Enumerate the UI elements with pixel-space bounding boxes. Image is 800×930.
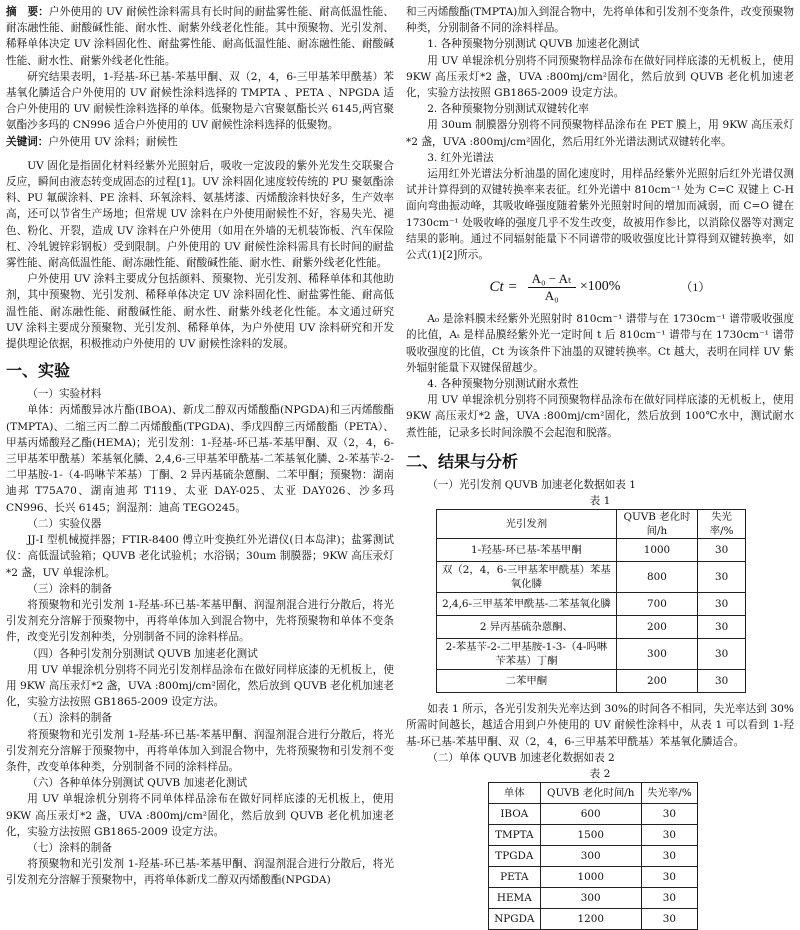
table-header-cell: 失光率/% [698, 510, 746, 539]
table-row [437, 593, 746, 616]
table-cell: HEMA [489, 888, 541, 909]
formula-numerator: A₀ − Aₜ [528, 271, 576, 288]
table-cell: 1200 [540, 909, 641, 930]
table-cell: 30 [698, 593, 746, 616]
prepolymer-quvb-text: 用 UV 单辊涂机分别将不同预聚物样品涂布在做好同样底漆的无机板上，使用 9KW 高压汞灯*2 盏，UVA :800mj/cm²固化，然后放到 QUVB 老化机加速老化，实验方法按照 GB1865-2009 设定方法。 [406, 54, 794, 100]
intro-paragraph-1: UV 固化是指固化材料经紫外光照射后，吸收一定波段的紫外光发生交联聚合反应，瞬间由液态转变成固态的过程[1]。UV 涂料固化速度较传统的 PU 聚氨酯涂料、PU 氟碳涂料、PE 涂料、环氧涂料、氨基烤漆、丙烯酸涂料快好多，生产效率高，还可以节省生产场地；但常规 UV 涂料在户外使用耐候性不好，容易失光、褪色、粉化、开裂，造成 UV 涂料在户外使用（如用在外墙的无机装饰板、汽车保险杠、冷轧镀锌彩钢板）受到限制。户外使用的 UV 耐候性涂料需具有长时间的耐盐雾性能、耐高低温性能、耐冻融性能、耐酸碱性能、耐水性、耐紫外线老化性能。 [6, 159, 394, 270]
table-row [489, 888, 698, 909]
table-cell: 2,4,6-三甲基苯甲酰基-二苯基氧化膦 [437, 593, 617, 616]
subsection-prep-2-text: 将预聚物和光引发剂 1-羟基-环已基-苯基甲酮、润湿剂混合进行分散后，将光引发剂充分溶解于预聚物中，再将单体加入到混合物中，先将预聚物和引发剂不变条件，改变单体种类，分别制备不同的涂料样品。 [6, 728, 394, 773]
formula-number: （1） [680, 280, 711, 295]
subsection-prep-2-heading: （五）涂料的制备 [27, 712, 112, 725]
ir-method-text: 运用红外光谱法分析油墨的固化速度时，用样品经紫外光照射后红外光谱仅测试并计算得到的双键转换率来表征。红外光谱中 810cm⁻¹ 处为 C=C 双键上 C-H 面向弯曲振动峰，其吸收峰强度随着紫外光照射时间的增加而减弱，而 C=O 键在 1730cm⁻¹ 处吸收峰的强度几乎不发生改变，故被用作参比，以消除仪器等对测定结果的影响。通过不同辐射能量下不同谱带的吸收强度比计算得到双键转换率，如公式(1)[2]所示。 [406, 168, 794, 262]
subsection-monomer-test-heading: （六）各种单体分别测试 QUVB 加速老化测试 [27, 777, 248, 790]
subsection-monomer-test-text: 用 UV 单辊涂机分别将不同单体样品涂布在做好同样底漆的无机板上，使用 9KW 高压汞灯*2 盏，UVA :800mj/cm²固化，然后放到 QUVB 老化机加速老化，实验方法按照 GB1865-2009 设定方法。 [6, 793, 394, 838]
subsection-prep-1-heading: （三）涂料的制备 [27, 582, 112, 595]
table-2-caption: 表 2 [589, 768, 611, 781]
table-cell: 30 [698, 562, 746, 593]
table-cell: 700 [616, 593, 697, 616]
table-cell: 双（2，4，6-三甲基苯甲酰基）苯基氧化膦 [437, 562, 617, 593]
table-cell: TPGDA [489, 846, 541, 867]
keywords-text: 户外使用 UV 涂料；耐候性 [48, 135, 178, 148]
table-cell: NPGDA [489, 909, 541, 930]
table-cell: 30 [698, 639, 746, 670]
water-boil-text: 用 UV 单辊涂机分别将不同预聚物样品涂布在做好同样底漆的无机板上，使用 9KW 高压汞灯*2 盏，UVA :800mj/cm²固化，然后放到 100℃水中，测试耐水煮性能，记录多长时间涂膜不会起泡和脱落。 [406, 394, 794, 439]
table-cell: 300 [616, 639, 697, 670]
ir-method-heading: 3. 红外光谱法 [427, 151, 494, 164]
table-2 [488, 782, 698, 930]
table-row [437, 562, 746, 593]
subsection-prep-3-text: 将预聚物和光引发剂 1-羟基-环已基-苯基甲酮、润湿剂混合进行分散后，将光引发剂充分溶解于预聚物中，再将单体新戊二醇双丙烯酸酯(NPGDA) [6, 858, 394, 887]
table-cell: 200 [616, 670, 697, 693]
prep-3-continued: 和三丙烯酸酯(TMPTA)加入到混合物中，先将单体和引发剂不变条件，改变预聚物种类，分别制备不同的涂料样品。 [406, 6, 794, 35]
table-header-cell: 光引发剂 [437, 510, 617, 539]
table-row [437, 639, 746, 670]
formula-denominator: A₀ [544, 287, 559, 303]
formula-lhs: Ct = [489, 279, 518, 296]
table-row [437, 539, 746, 562]
table-cell: 30 [641, 825, 697, 846]
table-cell: 30 [641, 804, 697, 825]
subsection-instruments-text: JJ-I 型机械搅拌器；FTIR-8400 傅立叶变换红外光谱仪(日本岛津)；盐雾测试仪：高低温试验箱；QUVB 老化试验机；水浴锅；30um 制膜器；9KW 高压汞灯*2 盏，UV 单辊涂机。 [6, 534, 394, 579]
table-row [437, 670, 746, 693]
table-cell: 30 [698, 670, 746, 693]
table-cell: IBOA [489, 804, 541, 825]
table-cell: 800 [616, 562, 697, 593]
table-1-caption: 表 1 [589, 495, 611, 508]
subsection-prep-3-heading: （七）涂料的制备 [27, 841, 112, 854]
intro-paragraph-2: 户外使用 UV 涂料主要成分包括颜料、预聚物、光引发剂、稀释单体和其他助剂，其中预聚物、光引发剂、稀释单体决定 UV 涂料固化性、耐盐雾性能、耐高低温性能、耐冻融性能、耐酸碱性能、耐水性、耐紫外线老化性能。本文通过研究 UV 涂料主要成分预聚物、光引发剂、稀释单体，为户外使用 UV 涂料研究和开发提供理论依据，积极推动户外使用的 UV 耐候性涂料的发展。 [6, 273, 394, 351]
keywords-label: 关键词： [6, 135, 49, 148]
double-bond-heading: 2. 各种预聚物分别测试双键转化率 [427, 103, 589, 116]
table-header-cell: QUVB 老化时间/h [616, 510, 697, 539]
prepolymer-quvb-heading: 1. 各种预聚物分别测试 QUVB 加速老化测试 [427, 38, 640, 51]
table-header-cell: QUVB 老化时间/h [540, 783, 641, 804]
double-bond-text: 用 30um 制膜器分别将不同预聚物样品涂布在 PET 膜上，用 9KW 高压汞灯*2 盏，UVA :800mj/cm²固化，然后用红外光谱法测试双键转化率。 [406, 119, 794, 148]
table-cell: 二苯甲酮 [437, 670, 617, 693]
conversion-formula [406, 263, 794, 311]
subsection-materials-heading: （一）实验材料 [27, 388, 102, 401]
table-cell: 1-羟基-环已基-苯基甲酮 [437, 539, 617, 562]
table-cell: 2 异丙基硫杂蒽酮、 [437, 616, 617, 639]
table-header-cell: 单体 [489, 783, 541, 804]
table-row [489, 804, 698, 825]
abstract [6, 4, 394, 69]
subsection-initiator-test-text: 用 UV 单辊涂机分别将不同光引发剂样品涂布在做好同样底漆的无机板上，使用 9KW 高压汞灯*2 盏，UVA :800mj/cm²固化，然后放到 QUVB 老化机加速老化，实验方法按照 GB1865-2009 设定方法。 [6, 663, 394, 709]
ir-explain-text: A₀ 是涂料膜未经紫外光照射时 810cm⁻¹ 谱带与在 1730cm⁻¹ 谱带吸收强度的比值，Aₜ 是样品膜经紫外光一定时间 t 后 810cm⁻¹ 谱带与在 1730cm⁻¹ 谱带吸收强度的比值，Ct 为该条件下油墨的双键转换率。Ct 越大，表明在同样 UV 紫外辐射能量下双键保留越少。 [406, 313, 794, 374]
section-1-heading: 一、实验 [6, 361, 71, 381]
table-cell: PETA [489, 867, 541, 888]
section-2-heading: 二、结果与分析 [406, 451, 519, 471]
table-cell: 300 [540, 846, 641, 867]
table-cell: 30 [641, 867, 697, 888]
table-cell: 30 [641, 846, 697, 867]
water-boil-heading: 4. 各种预聚物分别测试耐水煮性 [427, 378, 579, 391]
subsection-instruments-heading: （二）实验仪器 [27, 517, 102, 530]
table-cell: 300 [540, 888, 641, 909]
formula-fraction [528, 271, 576, 304]
results-monomer-heading: （二）单体 QUVB 加速老化数据如表 2 [427, 751, 615, 764]
table-1-discussion: 如表 1 所示，各光引发剂失光率达到 30%的时间各不相同，失光率达到 30%所需时间越长，越适合用到户外使用的 UV 耐候性涂料中，从表 1 可以看到 1-羟基-环已基-苯基甲酮、双（2，4，6-三甲基苯甲酰基）苯基氧化膦适合。 [406, 703, 794, 748]
table-cell: 2-苯基苄-2-二甲基胺-1-3-（4-吗啉苄苯基）丁酮 [437, 639, 617, 670]
table-cell: 200 [616, 616, 697, 639]
table-cell: 30 [698, 539, 746, 562]
left-column [6, 4, 394, 889]
table-cell: 30 [698, 616, 746, 639]
table-cell: 600 [540, 804, 641, 825]
table-cell: 1500 [540, 825, 641, 846]
table-cell: 1000 [540, 867, 641, 888]
table-header-cell: 失光率/% [641, 783, 697, 804]
abstract-result: 研究结果表明，1-羟基-环已基-苯基甲酮、双（2，4，6-三甲基苯甲酰基）苯基氧化膦适合户外使用的 UV 耐候性涂料选择的 TMPTA 、PETA 、NPGDA 适合户外使用的 UV 耐候性涂料选择的单体。低聚物是六官聚氨酯长兴 6145,两官聚氨酯沙多玛的 CN996 适合户外使用的 UV 耐候性涂料选择的低聚物。 [6, 70, 394, 132]
table-row [489, 867, 698, 888]
right-column [406, 4, 794, 930]
subsection-initiator-test-heading: （四）各种引发剂分别测试 QUVB 加速老化测试 [27, 647, 258, 660]
subsection-materials-text: 单体：丙烯酸异冰片酯(IBOA)、新戊二醇双丙烯酸酯(NPGDA)和三丙烯酸酯(TMPTA)、二缩三丙二醇二丙烯酸酯(TPGDA)、季戊四醇三丙烯酸酯（PETA）、甲基丙烯酸羟乙酯(HEMA)；光引发剂：1-羟基-环已基-苯基甲酮、双（2，4，6-三甲基苯甲酰基）苯基氧化膦、2,4,6-三甲基苯甲酰基-二苯基氧化膦、2-苯基苄-2-二甲基胺-1-（4-吗啉苄苯基）丁酮、2 异丙基硫杂蒽酮、二苯甲酮；预聚物：湖南迪邦 T75A70、湖南迪邦 T119、太亚 DAY-025、太亚 DAY026、沙多玛 CN996、长兴 6145；润湿剂：迪高 TEGO245。 [6, 404, 394, 514]
table-row [489, 825, 698, 846]
formula-percent: ×100% [579, 279, 621, 295]
table-cell: 1000 [616, 539, 697, 562]
keywords [6, 134, 394, 150]
table-row [489, 909, 698, 930]
table-1 [436, 509, 746, 693]
table-row [489, 846, 698, 867]
abstract-text: 户外使用的 UV 耐候性涂料需具有长时间的耐盐雾性能、耐高低温性能、耐冻融性能、耐酸碱性能、耐水性、耐紫外线老化性能。其中预聚物、光引发剂、稀释单体决定 UV 涂料固化性、耐盐雾性能、耐高低温性能、耐冻融性能、耐酸碱性能、耐水性、耐紫外线老化性能。 [6, 6, 394, 67]
table-header-row [489, 783, 698, 804]
table-cell: 30 [641, 909, 697, 930]
subsection-prep-1-text: 将预聚物和光引发剂 1-羟基-环已基-苯基甲酮、润湿剂混合进行分散后，将光引发剂充分溶解于预聚物中，再将单体加入到混合物中，先将预聚物和单体不变条件，改变光引发剂种类，分别制备不同的涂料样品。 [6, 598, 394, 644]
abstract-label: 摘 要： [6, 6, 49, 18]
table-cell: TMPTA [489, 825, 541, 846]
table-header-row [437, 510, 746, 539]
results-initiator-heading: （一）光引发剂 QUVB 加速老化数据如表 1 [427, 478, 636, 491]
table-cell: 30 [641, 888, 697, 909]
table-row [437, 616, 746, 639]
